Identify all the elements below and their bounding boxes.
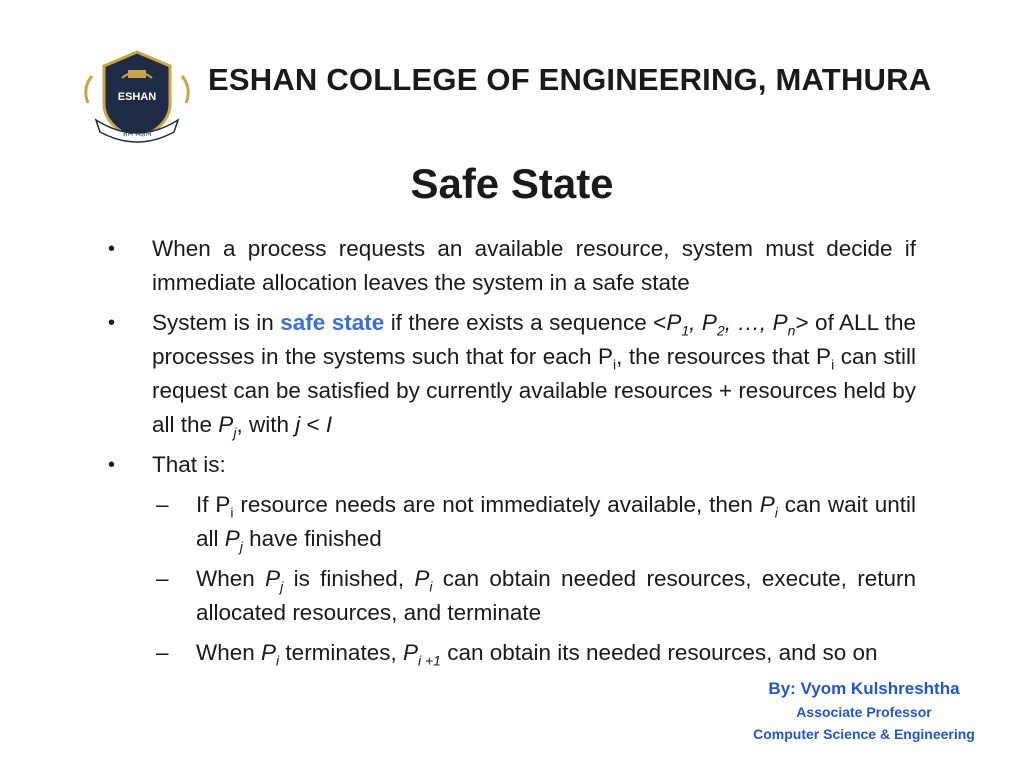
logo-motto: ज्ञान विज्ञान [122,130,152,138]
bullet-dot-icon: • [108,312,116,334]
bullet-text: When a process requests an available resource, system must decide if immediate allocation leaves the system in a safe state [152,236,916,295]
bullet-text: That is: [152,452,226,477]
dash-icon: – [156,566,169,591]
bullet-item [108,232,916,300]
bullet-item [108,448,916,482]
sub-bullet-text: When $P_j$ is finished, $P_i$ can obtain needed resources, execute, return allocated resources, and terminate [196,566,917,625]
bullet-item [108,306,916,442]
college-logo [78,48,196,148]
slide-content [108,232,916,676]
bullet-dot-icon: • [108,454,116,476]
sub-bullet-item [156,488,916,556]
sub-bullet-item [156,562,916,630]
author-name: By: Vyom Kulshreshtha [768,679,960,698]
dash-icon: – [156,492,169,517]
bullet-text: System is in safe state if there exists a sequence $<P_1$, $P_2$, …, $P_n>$ of ALL the processes in the systems such that for each $P_i$, the resources that $P_i$ can still request can be satisfied by currently available resources + resources held by all the $P_j$, with j < I [152,310,917,441]
sub-bullet-text: If $P_i$ resource needs are not immediately available, then $P_i$ can wait until all $P_j$ have finished [196,492,916,555]
college-name: ESHAN COLLEGE OF ENGINEERING, MATHURA [208,62,932,97]
slide-title: Safe State [410,160,614,207]
dash-icon: – [156,640,169,665]
safe-state-highlight: safe state [280,310,385,335]
author-role: Associate Professor [796,704,932,720]
author-credit [744,677,984,745]
sub-bullet-item [156,636,916,670]
author-dept: Computer Science & Engineering [753,726,975,742]
sub-bullet-text: When $P_i$ terminates, $P_{i +1}$ can obtain its needed resources, and so on [196,640,878,669]
bullet-dot-icon: • [108,238,116,260]
logo-text: ESHAN [117,91,157,103]
